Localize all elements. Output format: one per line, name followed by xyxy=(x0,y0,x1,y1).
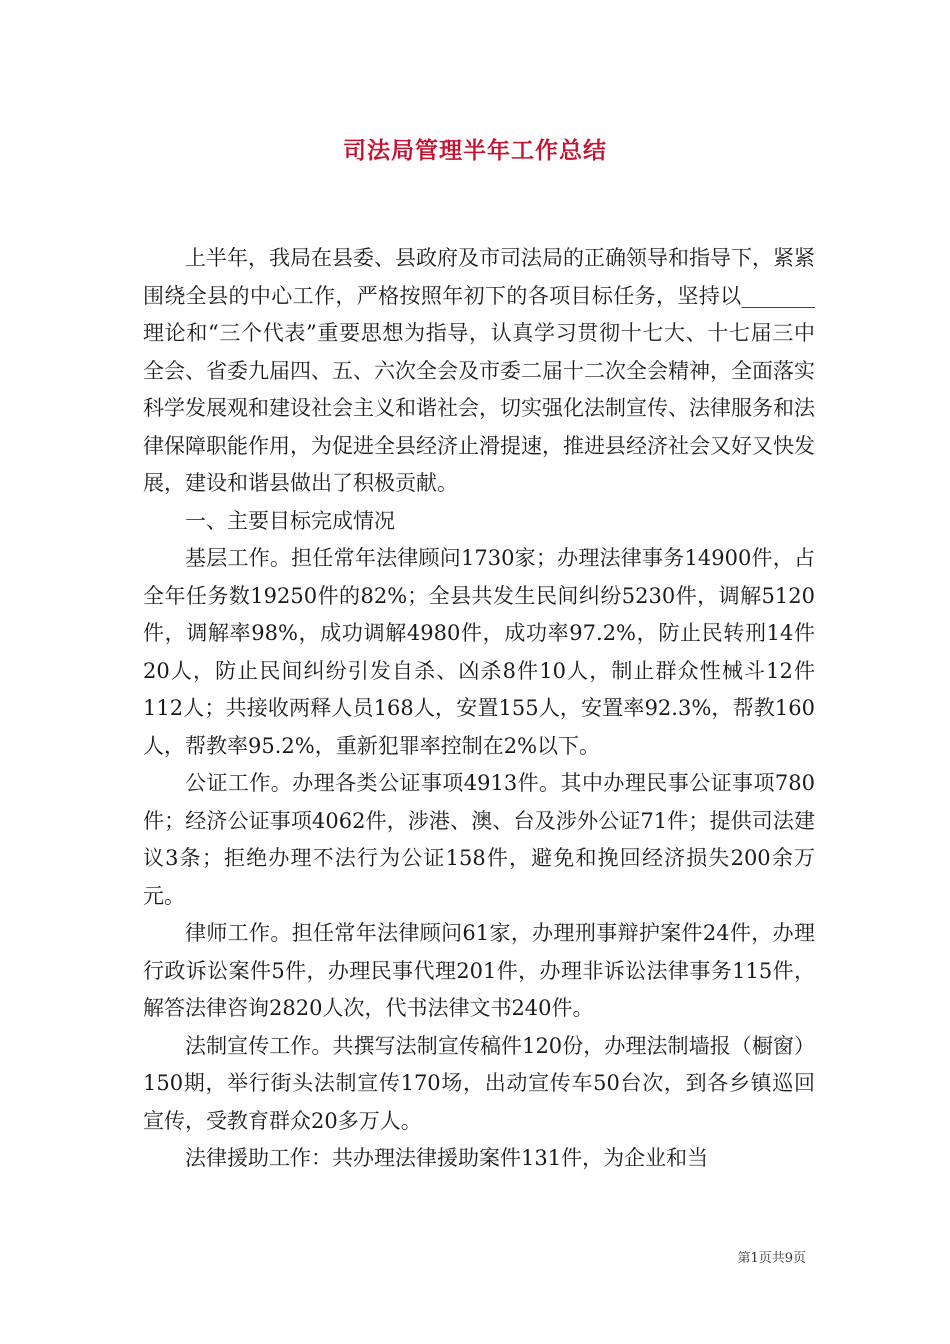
paragraph-legal-publicity: 法制宣传工作。共撰写法制宣传稿件120份，办理法制墙报（橱窗）150期，举行街头法制宣传170场，出动宣传车50台次，到各乡镇巡回宣传，受教育群众20多万人。 xyxy=(143,1033,815,1133)
paragraph-notary-work: 公证工作。办理各类公证事项4913件。其中办理民事公证事项780件；经济公证事项4062件，涉港、澳、台及涉外公证71件；提供司法建议3条；拒绝办理不法行为公证158件，避免和挽回经济损失200余万元。 xyxy=(143,771,815,908)
section-heading-main-targets: 一、主要目标完成情况 xyxy=(185,508,395,533)
page-number: 第1页共9页 xyxy=(737,1251,806,1266)
paragraph-lawyer-work: 律师工作。担任常年法律顾问61家，办理刑事辩护案件24件，办理行政诉讼案件5件，办理民事代理201件，办理非诉讼法律事务115件，解答法律咨询2820人次，代书法律文书240件。 xyxy=(143,921,815,1020)
document-title: 司法局管理半年工作总结 xyxy=(343,137,607,164)
document-body xyxy=(143,240,815,1178)
paragraph-legal-aid: 法律援助工作：共办理法律援助案件131件，为企业和当 xyxy=(185,1146,709,1170)
paragraph-intro: 上半年，我局在县委、县政府及市司法局的正确领导和指导下，紧紧围绕全县的中心工作，严格按照年初下的各项目标任务，坚持以_______理论和“三个代表”重要思想为指导，认真学习贯彻十七大、十七届三中全会、省委九届四、五、六次全会及市委二届十二次全会精神，全面落实科学发展观和建设社会主义和谐社会，切实强化法制宣传、法律服务和法律保障职能作用，为促进全县经济止滑提速，推进县经济社会又好又快发展，建设和谐县做出了积极贡献。 xyxy=(143,246,815,495)
paragraph-grassroots-work: 基层工作。担任常年法律顾问1730家；办理法律事务14900件，占全年任务数19250件的82%；全县共发生民间纠纷5230件，调解5120件，调解率98%，成功调解4980件，成功率97.2%，防止民转刑14件20人，防止民间纠纷引发自杀、凶杀8件10人，制止群众性械斗12件112人；共接收两释人员168人，安置155人，安置率92.3%，帮教160人，帮教率95.2%，重新犯罪率控制在2%以下。 xyxy=(143,546,815,758)
